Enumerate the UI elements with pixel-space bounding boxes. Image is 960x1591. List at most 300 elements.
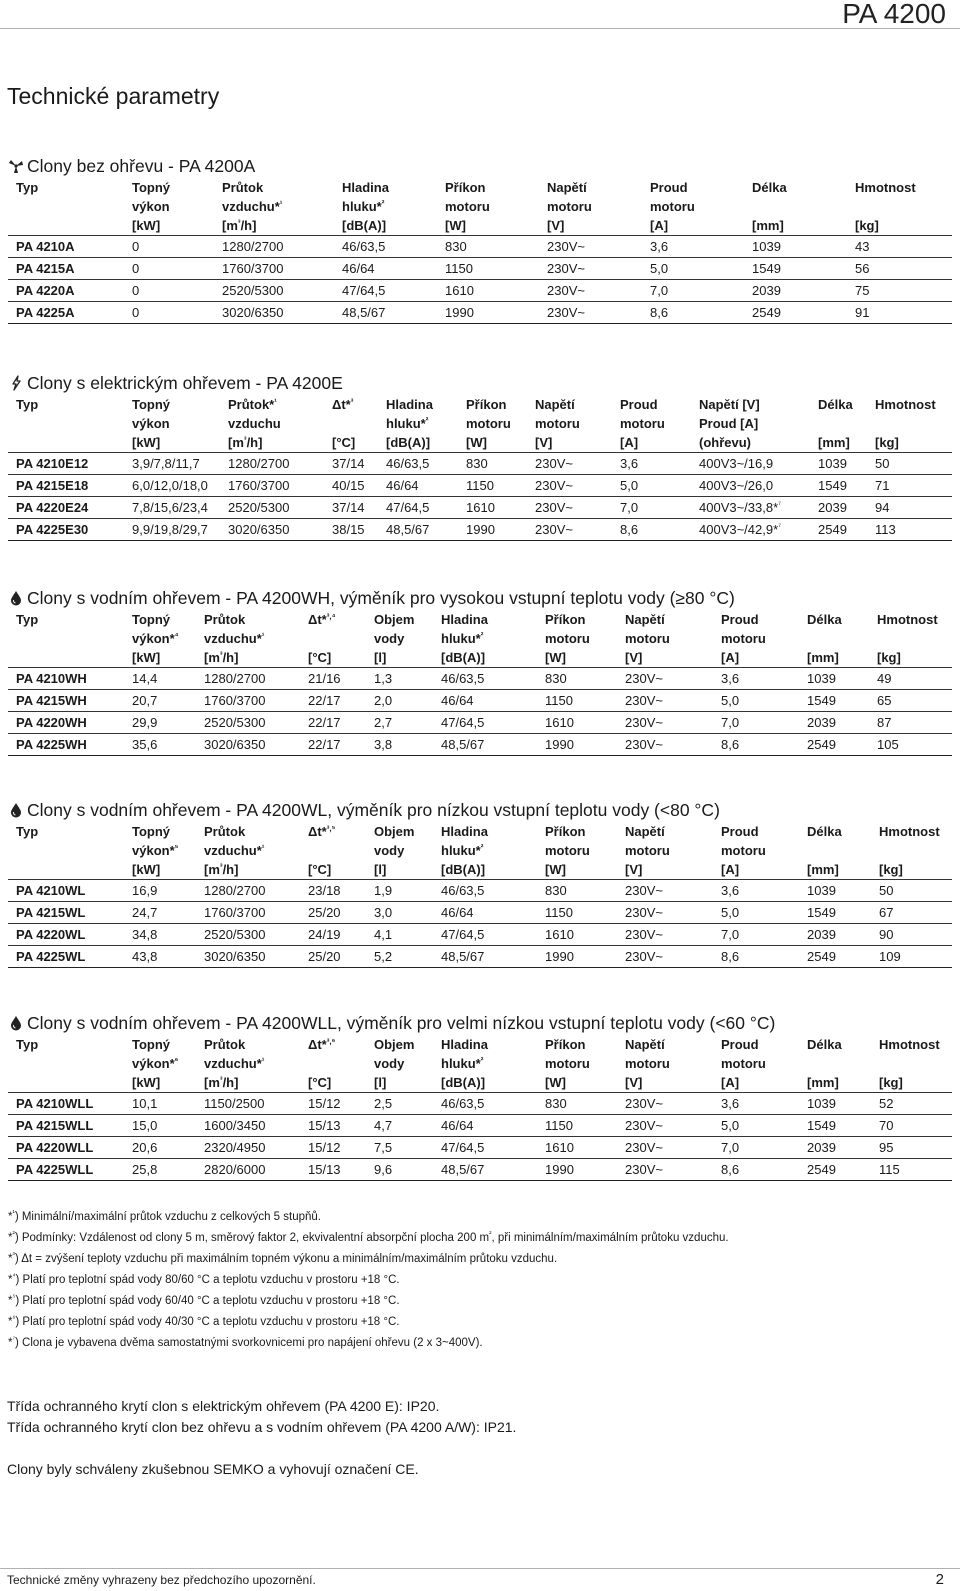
column-header — [458, 394, 527, 453]
table-cell: 3,6 — [713, 668, 799, 690]
table-cell: 3,6 — [713, 880, 799, 902]
model-cell: PA 4220WH — [8, 712, 124, 734]
table-cell: 7,0 — [642, 280, 744, 302]
column-header-line: Příkon — [466, 397, 507, 412]
column-header-line: Průtok — [222, 180, 264, 195]
column-header-line: Proud — [721, 824, 759, 839]
table-cell: 1990 — [458, 519, 527, 541]
table-cell: 1549 — [799, 1115, 871, 1137]
table-row — [8, 902, 952, 924]
table-cell: 113 — [867, 519, 952, 541]
footnotes — [8, 1207, 729, 1354]
column-header-line: Objem — [374, 612, 415, 627]
table-cell: 8,6 — [642, 302, 744, 324]
column-header-line: Hmotnost — [879, 824, 940, 839]
table-cell: 1990 — [537, 1159, 617, 1181]
table-cell: 2520/5300 — [196, 924, 300, 946]
table-cell: 1990 — [537, 946, 617, 968]
footnote: *$^{^6}$) Platí pro teplotní spád vody 40/30 °C a teplotu vzduchu v prostoru +18 °C. — [8, 1315, 400, 1328]
table-cell: 29,9 — [124, 712, 196, 734]
column-header — [8, 177, 124, 236]
column-header — [799, 821, 871, 880]
table-cell: 37/14 — [324, 453, 378, 475]
protection-note-water: Třída ochranného krytí clon bez ohřevu a s vodním ohřevem (PA 4200 A/W): IP21. — [7, 1419, 517, 1435]
table-cell: 46/63,5 — [334, 236, 437, 258]
column-header-line: Napětí — [625, 824, 665, 839]
table-cell: 9,6 — [366, 1159, 433, 1181]
table-cell: 15/12 — [300, 1093, 366, 1115]
column-header-line — [16, 1054, 124, 1073]
section-water-heating-wl — [8, 799, 952, 968]
table-cell: 3020/6350 — [196, 734, 300, 756]
table-cell: 1039 — [799, 1093, 871, 1115]
column-header — [539, 177, 642, 236]
footnote: *$^{^2}$) Podmínky: Vzdálenost od clony 5 m, směrový faktor 2, ekvivalentní absorpční plocha 200 $m^{^2}$, při minimálním/maximálním průtoku vzduchu. — [8, 1231, 729, 1244]
table-cell: 3,6 — [713, 1093, 799, 1115]
column-header-line: hluku*$^{^2}$ — [441, 631, 484, 646]
table-cell: 230V~ — [539, 280, 642, 302]
table-cell: 24/19 — [300, 924, 366, 946]
column-header — [537, 1034, 617, 1093]
column-header-line: motoru — [721, 1056, 766, 1071]
model-cell: PA 4225WH — [8, 734, 124, 756]
column-header-line: hluku*$^{^2}$ — [342, 199, 385, 214]
table-cell: 3,9/7,8/11,7 — [124, 453, 220, 475]
table-cell: 5,0 — [642, 258, 744, 280]
column-header-line: [A] — [721, 650, 740, 665]
column-header-line — [16, 1073, 124, 1092]
column-header-line — [308, 1054, 366, 1073]
model-cell: PA 4210E12 — [8, 453, 124, 475]
column-header — [691, 394, 810, 453]
table-cell: 1990 — [537, 734, 617, 756]
table-cell: 830 — [537, 880, 617, 902]
column-header-line: [V] — [535, 435, 553, 450]
column-header-line: [kW] — [132, 218, 161, 233]
electric-icon — [8, 375, 24, 391]
column-header — [366, 821, 433, 880]
table-cell: 7,5 — [366, 1137, 433, 1159]
column-header-line: [kg] — [877, 650, 901, 665]
table-cell: 1549 — [744, 258, 847, 280]
column-header-line: motoru — [625, 843, 670, 858]
column-header-line: Δt*$^{^3,^6}$ — [308, 1037, 336, 1052]
table-cell: 56 — [847, 258, 952, 280]
table-cell: 230V~ — [617, 668, 713, 690]
column-header-line: motoru — [721, 631, 766, 646]
water-drop-icon — [8, 802, 24, 818]
table-cell: 400V3~/33,8*$^{^7}$ — [691, 497, 810, 519]
table-cell: 1600/3450 — [196, 1115, 300, 1137]
table-cell: 7,0 — [713, 924, 799, 946]
table-cell: 46/64 — [378, 475, 458, 497]
table-cell: 20,6 — [124, 1137, 196, 1159]
column-header-line: [mm] — [807, 1075, 839, 1090]
table-cell: 46/63,5 — [378, 453, 458, 475]
table-cell: 230V~ — [527, 519, 612, 541]
column-header — [433, 1034, 537, 1093]
column-header-line — [879, 1054, 952, 1073]
table-cell: 230V~ — [617, 690, 713, 712]
table-cell: 1760/3700 — [220, 475, 324, 497]
column-header — [867, 394, 952, 453]
table-cell: 48,5/67 — [378, 519, 458, 541]
table-cell: 0 — [124, 302, 214, 324]
model-cell: PA 4215A — [8, 258, 124, 280]
footnote: *$^{^3}$) Δt = zvýšení teploty vzduchu při maximálním topném výkonu a minimálním/maximálním průtoku vzduchu. — [8, 1252, 558, 1265]
table-cell: 3020/6350 — [196, 946, 300, 968]
column-header-line: motoru — [650, 199, 695, 214]
column-header-line: [kW] — [132, 650, 161, 665]
column-header-line: hluku*$^{^2}$ — [441, 1056, 484, 1071]
spec-table — [8, 1034, 952, 1181]
table-cell: 230V~ — [527, 497, 612, 519]
column-header-line: Příkon — [445, 180, 486, 195]
model-cell: PA 4215WLL — [8, 1115, 124, 1137]
column-header-line: Délka — [807, 612, 842, 627]
approval-note: Clony byly schváleny zkušebnou SEMKO a vyhovují označení CE. — [7, 1461, 419, 1477]
table-cell: 43,8 — [124, 946, 196, 968]
table-row — [8, 453, 952, 475]
section-water-heating-wll — [8, 1012, 952, 1181]
table-row — [8, 519, 952, 541]
table-cell: 7,0 — [612, 497, 691, 519]
table-cell: 230V~ — [617, 902, 713, 924]
column-header — [366, 1034, 433, 1093]
column-header-line: Hmotnost — [879, 1037, 940, 1052]
column-header-line: vzduchu*$^{^1}$ — [222, 199, 283, 214]
table-cell: 1990 — [437, 302, 539, 324]
footnote: *$^{^5}$) Platí pro teplotní spád vody 60/40 °C a teplotu vzduchu v prostoru +18 °C. — [8, 1294, 400, 1307]
model-cell: PA 4210WLL — [8, 1093, 124, 1115]
column-header-line: Hladina — [342, 180, 389, 195]
table-header-row — [8, 821, 952, 880]
table-cell: 1150 — [537, 690, 617, 712]
table-cell: 71 — [867, 475, 952, 497]
column-header-line: vody — [374, 843, 405, 858]
table-cell: 5,0 — [612, 475, 691, 497]
section-title — [8, 155, 952, 177]
column-header-line — [16, 629, 124, 648]
table-header-row — [8, 609, 952, 668]
table-cell: 230V~ — [617, 924, 713, 946]
column-header — [871, 821, 952, 880]
table-cell: 1,9 — [366, 880, 433, 902]
column-header-line: Topný — [132, 612, 171, 627]
table-cell: 14,4 — [124, 668, 196, 690]
table-cell: 8,6 — [713, 1159, 799, 1181]
column-header-line — [308, 841, 366, 860]
column-header — [433, 821, 537, 880]
model-cell: PA 4225WLL — [8, 1159, 124, 1181]
table-cell: 1039 — [799, 880, 871, 902]
table-cell: 1760/3700 — [196, 690, 300, 712]
column-header-line: $[m^{^3}/h]$ — [204, 862, 239, 877]
page-title: Technické parametry — [7, 83, 220, 109]
table-cell: 22/17 — [300, 690, 366, 712]
column-header — [744, 177, 847, 236]
table-cell: 5,0 — [713, 902, 799, 924]
column-header — [124, 609, 196, 668]
column-header-line: Průtok — [204, 1037, 246, 1052]
table-row — [8, 690, 952, 712]
table-cell: 35,6 — [124, 734, 196, 756]
column-header — [847, 177, 952, 236]
table-cell: 1039 — [744, 236, 847, 258]
table-row — [8, 280, 952, 302]
column-header — [617, 609, 713, 668]
table-cell: 3,6 — [612, 453, 691, 475]
column-header-line: $[m^{^3}/h]$ — [204, 650, 239, 665]
column-header-line: Délka — [807, 1037, 842, 1052]
table-row — [8, 1137, 952, 1159]
table-cell: 2520/5300 — [220, 497, 324, 519]
column-header — [869, 609, 952, 668]
column-header-line: motoru — [620, 416, 665, 431]
column-header-line: Napětí — [625, 612, 665, 627]
column-header-line: Objem — [374, 824, 415, 839]
table-cell: 3,8 — [366, 734, 433, 756]
column-header-line: Příkon — [545, 1037, 586, 1052]
column-header-line: hluku*$^{^2}$ — [441, 843, 484, 858]
column-header-line: [mm] — [818, 435, 850, 450]
header-rule — [0, 28, 960, 29]
column-header — [8, 821, 124, 880]
table-row — [8, 1115, 952, 1137]
section-title — [8, 372, 952, 394]
column-header — [799, 609, 869, 668]
table-cell: 8,6 — [713, 734, 799, 756]
column-header-line — [16, 216, 124, 235]
table-cell: 4,7 — [366, 1115, 433, 1137]
table-cell: 400V3~/26,0 — [691, 475, 810, 497]
table-cell: 15/13 — [300, 1115, 366, 1137]
column-header — [124, 821, 196, 880]
header-title: PA 4200 — [842, 0, 946, 29]
table-cell: 15,0 — [124, 1115, 196, 1137]
table-cell: 230V~ — [527, 453, 612, 475]
table-cell: 400V3~/42,9*$^{^7}$ — [691, 519, 810, 541]
column-header-line: Napětí — [547, 180, 587, 195]
column-header-line — [16, 414, 124, 433]
column-header-line: hluku*$^{^2}$ — [386, 416, 429, 431]
table-cell: 2549 — [810, 519, 867, 541]
column-header-line: [W] — [545, 1075, 566, 1090]
column-header-line: [dB(A)] — [386, 435, 431, 450]
column-header — [713, 609, 799, 668]
section-title — [8, 1012, 952, 1034]
table-row — [8, 258, 952, 280]
column-header-line: [W] — [545, 862, 566, 877]
table-cell: 48,5/67 — [433, 734, 537, 756]
table-cell: 830 — [537, 1093, 617, 1115]
column-header — [378, 394, 458, 453]
footnote: *$^{^1}$) Minimální/maximální průtok vzduchu z celkových 5 stupňů. — [8, 1210, 321, 1223]
protection-note-electric: Třída ochranného krytí clon s elektrickým ohřevem (PA 4200 E): IP20. — [7, 1398, 440, 1414]
table-cell: 830 — [437, 236, 539, 258]
table-cell: 8,6 — [713, 946, 799, 968]
section-title-text: Clony s vodním ohřevem - PA 4200WLL, výměník pro velmi nízkou vstupní teplotu vody (<60 °C) — [27, 1013, 776, 1033]
table-cell: 2320/4950 — [196, 1137, 300, 1159]
table-cell: 87 — [869, 712, 952, 734]
column-header-line: motoru — [721, 843, 766, 858]
table-cell: 1150 — [537, 1115, 617, 1137]
column-header-line — [308, 629, 366, 648]
table-cell: 1150 — [537, 902, 617, 924]
footer-rule — [0, 1568, 960, 1569]
table-row — [8, 1159, 952, 1181]
table-cell: 50 — [867, 453, 952, 475]
column-header-line: Topný — [132, 1037, 171, 1052]
column-header-line: Objem — [374, 1037, 415, 1052]
table-cell: 230V~ — [617, 1115, 713, 1137]
column-header-line: Typ — [16, 612, 39, 627]
column-header-line: [mm] — [807, 650, 839, 665]
table-cell: 1549 — [810, 475, 867, 497]
column-header — [196, 821, 300, 880]
table-cell: 1610 — [537, 1137, 617, 1159]
column-header-line: Topný — [132, 397, 171, 412]
column-header-line: [l] — [374, 650, 387, 665]
table-cell: 1039 — [810, 453, 867, 475]
table-row — [8, 236, 952, 258]
column-header — [124, 394, 220, 453]
table-cell: 830 — [458, 453, 527, 475]
column-header-line: [V] — [625, 1075, 643, 1090]
column-header-line: [°C] — [308, 650, 332, 665]
column-header-line: Proud — [721, 612, 759, 627]
column-header-line: [kg] — [879, 1075, 903, 1090]
table-cell: 2039 — [810, 497, 867, 519]
table-cell: 230V~ — [539, 258, 642, 280]
column-header-line: motoru — [545, 1056, 590, 1071]
table-cell: 6,0/12,0/18,0 — [124, 475, 220, 497]
column-header-line: [mm] — [807, 862, 839, 877]
column-header-line: motoru — [445, 199, 490, 214]
column-header-line: motoru — [545, 843, 590, 858]
column-header — [196, 1034, 300, 1093]
table-cell: 230V~ — [617, 880, 713, 902]
footer-text: Technické změny vyhrazeny bez předchozího upozornění. — [7, 1573, 316, 1587]
fan-icon — [8, 158, 24, 174]
spec-table — [8, 177, 952, 324]
table-cell: 400V3~/16,9 — [691, 453, 810, 475]
model-cell: PA 4215E18 — [8, 475, 124, 497]
column-header-line: [V] — [625, 862, 643, 877]
table-cell: 47/64,5 — [433, 924, 537, 946]
column-header-line: (ohřevu) — [699, 435, 751, 450]
table-cell: 40/15 — [324, 475, 378, 497]
table-cell: 1150 — [458, 475, 527, 497]
model-cell: PA 4225WL — [8, 946, 124, 968]
table-cell: 1280/2700 — [196, 880, 300, 902]
section-electric-heating — [8, 372, 952, 541]
column-header-line: Hladina — [441, 1037, 488, 1052]
table-cell: 115 — [871, 1159, 952, 1181]
table-cell: 2039 — [799, 1137, 871, 1159]
table-cell: 48,5/67 — [433, 1159, 537, 1181]
table-cell: 0 — [124, 236, 214, 258]
column-header-line: Typ — [16, 1037, 39, 1052]
column-header-line — [818, 414, 867, 433]
column-header-line: [A] — [620, 435, 639, 450]
table-cell: 2,7 — [366, 712, 433, 734]
table-row — [8, 475, 952, 497]
table-cell: 0 — [124, 280, 214, 302]
table-cell: 1150/2500 — [196, 1093, 300, 1115]
column-header-line: motoru — [545, 631, 590, 646]
column-header — [713, 1034, 799, 1093]
page-number: 2 — [935, 1571, 944, 1588]
table-cell: 0 — [124, 258, 214, 280]
table-cell: 70 — [871, 1115, 952, 1137]
column-header — [810, 394, 867, 453]
table-cell: 21/16 — [300, 668, 366, 690]
column-header-line: Délka — [752, 180, 787, 195]
spec-table — [8, 394, 952, 541]
column-header — [713, 821, 799, 880]
table-cell: 46/63,5 — [433, 668, 537, 690]
table-cell: 22/17 — [300, 734, 366, 756]
table-cell: 3,6 — [642, 236, 744, 258]
table-cell: 7,8/15,6/23,4 — [124, 497, 220, 519]
table-header-row — [8, 394, 952, 453]
table-cell: 230V~ — [617, 734, 713, 756]
water-drop-icon — [8, 1015, 24, 1031]
column-header-line: $[m^{^3}/h]$ — [228, 435, 263, 450]
column-header-line: Typ — [16, 180, 39, 195]
column-header — [8, 394, 124, 453]
column-header-line: [°C] — [308, 1075, 332, 1090]
column-header-line: Délka — [818, 397, 853, 412]
column-header-line: [l] — [374, 1075, 387, 1090]
column-header-line: [kg] — [855, 218, 879, 233]
table-cell: 3020/6350 — [220, 519, 324, 541]
column-header — [214, 177, 334, 236]
table-row — [8, 924, 952, 946]
table-cell: 95 — [871, 1137, 952, 1159]
column-header-line: [W] — [545, 650, 566, 665]
table-cell: 15/12 — [300, 1137, 366, 1159]
column-header — [366, 609, 433, 668]
column-header — [537, 821, 617, 880]
table-cell: 109 — [871, 946, 952, 968]
table-cell: 1280/2700 — [214, 236, 334, 258]
column-header-line: Hladina — [441, 612, 488, 627]
section-water-heating-wh — [8, 587, 952, 756]
column-header-line: Topný — [132, 824, 171, 839]
table-cell: 15/13 — [300, 1159, 366, 1181]
column-header-line: Příkon — [545, 824, 586, 839]
table-cell: 230V~ — [617, 1159, 713, 1181]
column-header — [8, 1034, 124, 1093]
model-cell: PA 4220WL — [8, 924, 124, 946]
column-header-line: Hmotnost — [855, 180, 916, 195]
table-cell: 38/15 — [324, 519, 378, 541]
column-header-line — [16, 433, 124, 452]
column-header-line: Průtok — [204, 612, 246, 627]
model-cell: PA 4225A — [8, 302, 124, 324]
table-cell: 1610 — [458, 497, 527, 519]
column-header-line: [dB(A)] — [441, 1075, 486, 1090]
table-cell: 2039 — [799, 924, 871, 946]
table-cell: 49 — [869, 668, 952, 690]
table-cell: 2549 — [799, 1159, 871, 1181]
spec-table — [8, 821, 952, 968]
column-header-line: Napětí — [625, 1037, 665, 1052]
column-header — [8, 609, 124, 668]
table-cell: 16,9 — [124, 880, 196, 902]
